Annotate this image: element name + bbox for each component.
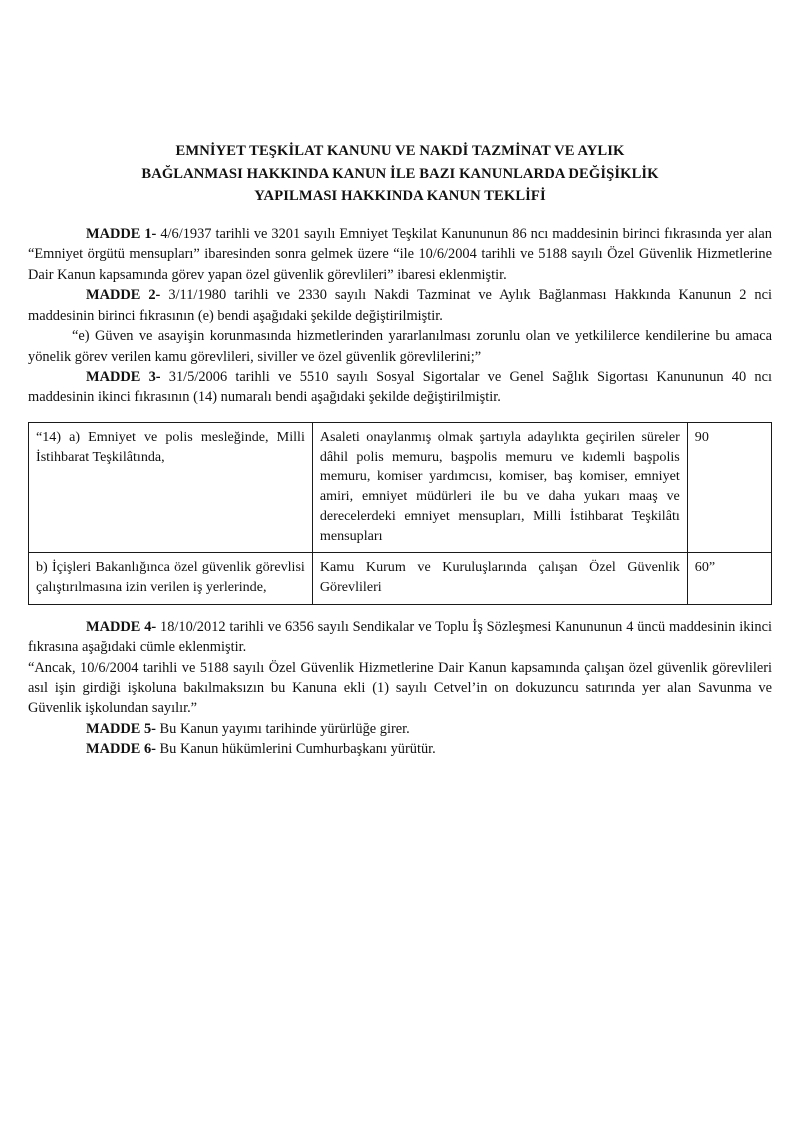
table-cell-value-a: 90	[687, 422, 771, 552]
table-row	[29, 422, 772, 552]
table-cell-description-b: Kamu Kurum ve Kuruluşlarında çalışan Özel Güvenlik Görevlileri	[312, 553, 687, 604]
benefit-table	[28, 422, 772, 605]
article-paragraph-3	[28, 367, 772, 408]
article-paragraph-5	[28, 719, 772, 739]
table-cell-value-b: 60”	[687, 553, 771, 604]
document-tail	[28, 617, 772, 760]
article-text-1: 4/6/1937 tarihli ve 3201 sayılı Emniyet Teşkilat Kanununun 86 ncı maddesinin birinci fıkrasında yer alan “Emniyet örgütü mensupları” ibaresinden sonra gelmek üzere “ile 10/6/2004 tarihli ve 5188 sayılı Özel Güvenlik Hizmetlerine Dair Kanun kapsamında görev yapan özel güvenlik görevlileri” ibaresi eklenmiştir.	[28, 225, 772, 283]
table-cell-description-a: Asaleti onaylanmış olmak şartıyla adaylıkta geçirilen süreler dâhil polis memuru, başpolis memuru ve kıdemli başpolis memuru, komiser yardımcısı, komiser, baş komiser, emniyet amiri, emniyet müdürleri ile bu ve daha yukarı maaş ve derecelerdeki emniyet mensupları, Milli İstihbarat Teşkilâtı mensupları	[312, 422, 687, 552]
page-title	[28, 140, 772, 208]
article-text-3: 31/5/2006 tarihli ve 5510 sayılı Sosyal Sigortalar ve Genel Sağlık Sigortası Kanununun 40 ncı maddesinin ikinci fıkrasının (14) numaralı bendi aşağıdaki şekilde değiştirilmiştir.	[28, 369, 772, 406]
page-title-line-1: EMNİYET TEŞKİLAT KANUNU VE NAKDİ TAZMİNAT VE AYLIK	[175, 143, 625, 159]
article-label-6: MADDE 6-	[86, 741, 156, 758]
article-paragraph-1	[28, 224, 772, 285]
quote-paragraph-e: “e) Güven ve asayişin korunmasında hizmetlerinden yararlanılması zorunlu olan ve yetkililerce kendilerine bu amaca yönelik görev verilen kamu görevlileri, siviller ve özel güvenlik görevlilerini;”	[28, 328, 772, 365]
article-text-5: Bu Kanun yayımı tarihinde yürürlüğe girer.	[155, 720, 410, 737]
article-label-1: MADDE 1-	[86, 225, 157, 242]
page-title-line-3: YAPILMASI HAKKINDA KANUN TEKLİFİ	[254, 188, 546, 205]
document-body	[28, 140, 772, 760]
page-title-line-2: BAĞLANMASI HAKKINDA KANUN İLE BAZI KANUNLARDA DEĞİŞİKLİK	[141, 165, 659, 182]
article-paragraph-6	[28, 739, 772, 759]
article-paragraph-2	[28, 285, 772, 326]
article-text-6: Bu Kanun hükümlerini Cumhurbaşkanı yürütür.	[155, 741, 436, 758]
quote-paragraph-ancak: “Ancak, 10/6/2004 tarihli ve 5188 sayılı Özel Güvenlik Hizmetlerine Dair Kanun kapsamında çalışan özel güvenlik görevlileri asıl işin girdiği işkoluna bakılmaksızın bu Kanuna ekli (1) sayılı Cetvel’in on dokuzuncu satırında yer alan Savunma ve Güvenlik işkolundan sayılır.”	[28, 659, 772, 717]
table-cell-category-b: b) İçişleri Bakanlığınca özel güvenlik görevlisi çalıştırılmasına izin verilen iş yerlerinde,	[29, 553, 313, 604]
article-label-3: MADDE 3-	[86, 369, 161, 385]
table-cell-category-a: “14) a) Emniyet ve polis mesleğinde, Milli İstihbarat Teşkilâtında,	[29, 422, 313, 552]
article-label-4: MADDE 4-	[86, 618, 157, 635]
article-paragraph-4	[28, 617, 772, 658]
table-row	[29, 553, 772, 604]
article-label-2: MADDE 2-	[86, 287, 161, 304]
article-text-2: 3/11/1980 tarihli ve 2330 sayılı Nakdi Tazminat ve Aylık Bağlanması Hakkında Kanunun 2 nci maddesinin birinci fıkrasının (e) bendi aşağıdaki şekilde değiştirilmiştir.	[28, 287, 772, 324]
article-text-4: 18/10/2012 tarihli ve 6356 sayılı Sendikalar ve Toplu İş Sözleşmesi Kanununun 4 üncü maddesinin ikinci fıkrasına aşağıdaki cümle eklenmiştir.	[28, 618, 772, 656]
article-label-5: MADDE 5-	[86, 720, 156, 737]
